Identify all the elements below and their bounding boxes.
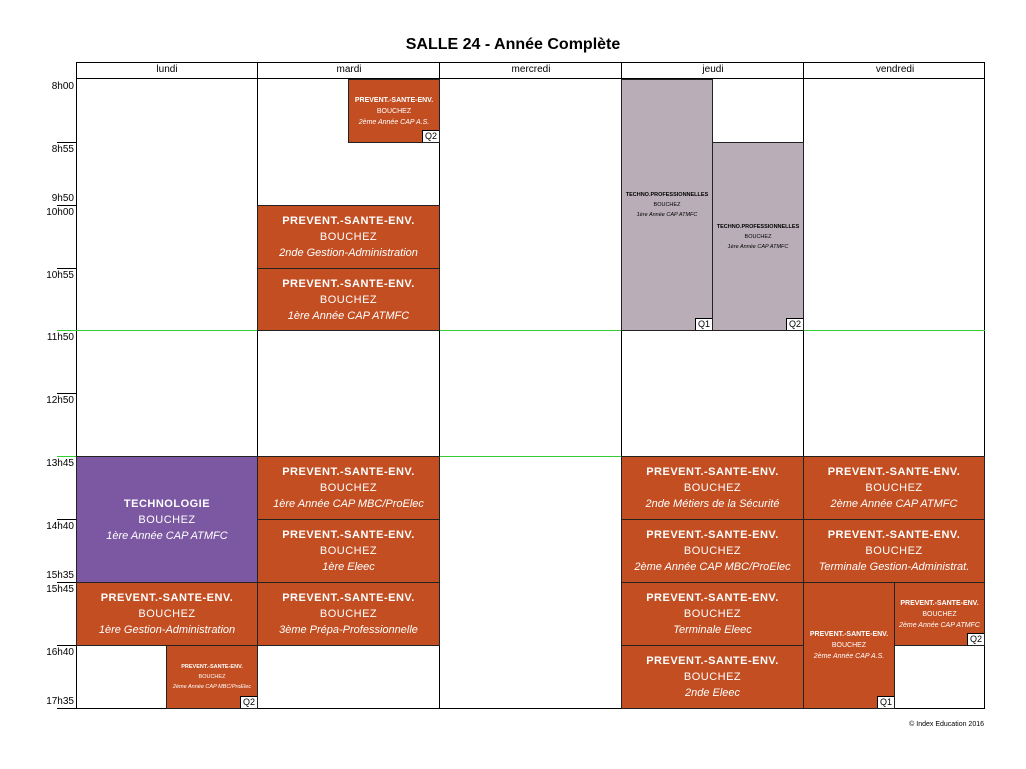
course-subject: PREVENT.-SANTE-ENV. [282,277,415,290]
course-teacher: BOUCHEZ [683,608,742,620]
course-subject: PREVENT.-SANTE-ENV. [646,529,779,541]
course-class: 1ère Eleec [322,561,375,573]
quinzaine-badge: Q2 [967,633,984,645]
course-block[interactable] [257,456,440,520]
time-label: 10h55 [46,270,74,281]
course-teacher: BOUCHEZ [683,671,742,683]
course-teacher: BOUCHEZ [376,107,412,115]
course-subject: PREVENT.-SANTE-ENV. [827,529,961,541]
course-block[interactable] [621,645,804,709]
page-title: SALLE 24 - Année Complète [405,36,621,53]
quinzaine-badge: Q1 [695,318,712,330]
course-subject: PREVENT.-SANTE-ENV. [282,215,415,227]
time-tick [57,519,76,520]
course-subject: PREVENT.-SANTE-ENV. [181,664,243,670]
course-class: 3ème Prépa-Professionnelle [279,624,418,636]
course-subject: PREVENT.-SANTE-ENV. [827,466,961,478]
quinzaine-badge: Q2 [240,696,257,708]
course-teacher: BOUCHEZ [683,482,742,494]
course-block[interactable] [257,268,440,331]
course-class: Terminale Gestion-Administrat. [818,561,970,573]
time-tick [57,142,76,143]
course-class: 2ème Année CAP A.S. [358,118,430,126]
course-block[interactable] [712,142,804,331]
course-teacher: BOUCHEZ [922,610,957,618]
course-subject: TECHNO.PROFESSIONNELLES [716,223,800,230]
course-class: 2ème Année CAP MBC/ProElec [634,561,791,573]
course-class: 1ère Année CAP ATMFC [287,309,410,322]
course-block[interactable] [257,582,440,646]
course-teacher: BOUCHEZ [683,545,742,557]
course-block[interactable] [166,645,258,709]
break-line [57,330,985,331]
time-tick [57,708,76,709]
course-class: 2ème Année CAP MBC/ProElec [172,684,252,690]
course-class: 1ère Année CAP ATMFC [727,243,789,250]
time-tick [57,393,76,394]
course-class: 2ème Année CAP ATMFC [830,498,958,510]
course-subject: PREVENT.-SANTE-ENV. [100,592,234,604]
course-class: 1ère Année CAP ATMFC [106,529,228,542]
course-subject: PREVENT.-SANTE-ENV. [646,466,779,478]
course-class: Terminale Eleec [673,624,752,636]
course-teacher: BOUCHEZ [319,293,378,306]
time-tick [57,645,76,646]
time-label: 15h35 [46,570,74,581]
time-tick [57,582,76,583]
time-label: 12h50 [46,395,74,406]
course-subject: PREVENT.-SANTE-ENV. [646,592,779,604]
course-subject: TECHNOLOGIE [123,497,211,510]
course-subject: PREVENT.-SANTE-ENV. [646,655,779,667]
course-subject: PREVENT.-SANTE-ENV. [354,96,434,104]
course-subject: PREVENT.-SANTE-ENV. [809,631,889,638]
quinzaine-badge: Q2 [422,130,439,142]
course-block[interactable] [803,519,985,583]
course-block[interactable] [621,456,804,520]
course-block[interactable] [803,582,895,709]
course-teacher: BOUCHEZ [319,482,378,494]
course-class: 2nde Métiers de la Sécurité [645,498,780,510]
course-subject: PREVENT.-SANTE-ENV. [282,592,415,604]
course-block[interactable] [76,456,258,583]
day-header-lundi[interactable]: lundi [156,64,178,75]
quinzaine-badge: Q1 [877,696,894,708]
course-teacher: BOUCHEZ [138,513,196,526]
header-divider [76,78,985,79]
time-label: 13h45 [46,458,74,469]
day-header-jeudi[interactable]: jeudi [702,64,724,75]
course-block[interactable] [621,582,804,646]
course-block[interactable] [621,79,713,331]
time-label: 16h40 [46,647,74,658]
course-block[interactable] [894,582,985,646]
course-subject: PREVENT.-SANTE-ENV. [282,466,415,478]
course-teacher: BOUCHEZ [138,608,196,620]
copyright-notice: © Index Education 2016 [909,721,984,728]
course-subject: PREVENT.-SANTE-ENV. [900,599,979,607]
course-subject: TECHNO.PROFESSIONNELLES [625,192,709,198]
course-block[interactable] [803,456,985,520]
day-header-vendredi[interactable]: vendredi [875,64,915,75]
time-label: 10h00 [46,207,74,218]
course-teacher: BOUCHEZ [865,482,923,494]
course-class: 1ère Gestion-Administration [98,624,236,636]
course-teacher: BOUCHEZ [319,608,378,620]
course-subject: PREVENT.-SANTE-ENV. [282,529,415,541]
time-tick [57,268,76,269]
course-class: 1ère Année CAP MBC/ProElec [273,498,424,510]
day-header-mardi[interactable]: mardi [336,64,362,75]
time-label: 8h00 [51,81,74,92]
course-block[interactable] [257,205,440,269]
course-teacher: BOUCHEZ [319,231,378,243]
course-teacher: BOUCHEZ [831,642,867,649]
time-label: 15h45 [46,584,74,595]
course-block[interactable] [257,519,440,583]
time-tick [57,205,76,206]
time-label: 8h55 [51,144,74,155]
course-block[interactable] [348,79,440,143]
course-block[interactable] [621,519,804,583]
course-class: 1ère Année CAP ATMFC [636,212,698,218]
time-label: 9h50 [51,193,74,204]
course-teacher: BOUCHEZ [653,202,681,208]
quinzaine-badge: Q2 [786,318,803,330]
course-teacher: BOUCHEZ [865,545,923,557]
course-class: 2nde Eleec [684,687,741,699]
course-teacher: BOUCHEZ [198,674,226,680]
course-class: 2ème Année CAP A.S. [813,653,885,660]
course-teacher: BOUCHEZ [744,233,772,240]
time-label: 11h50 [46,332,74,343]
time-label: 17h35 [46,696,74,707]
course-teacher: BOUCHEZ [319,545,378,557]
course-block[interactable] [76,582,258,646]
course-class: 2ème Année CAP ATMFC [899,621,980,629]
day-header-mercredi[interactable]: mercredi [511,64,551,75]
time-label: 14h40 [46,521,74,532]
course-class: 2nde Gestion-Administration [279,247,418,259]
